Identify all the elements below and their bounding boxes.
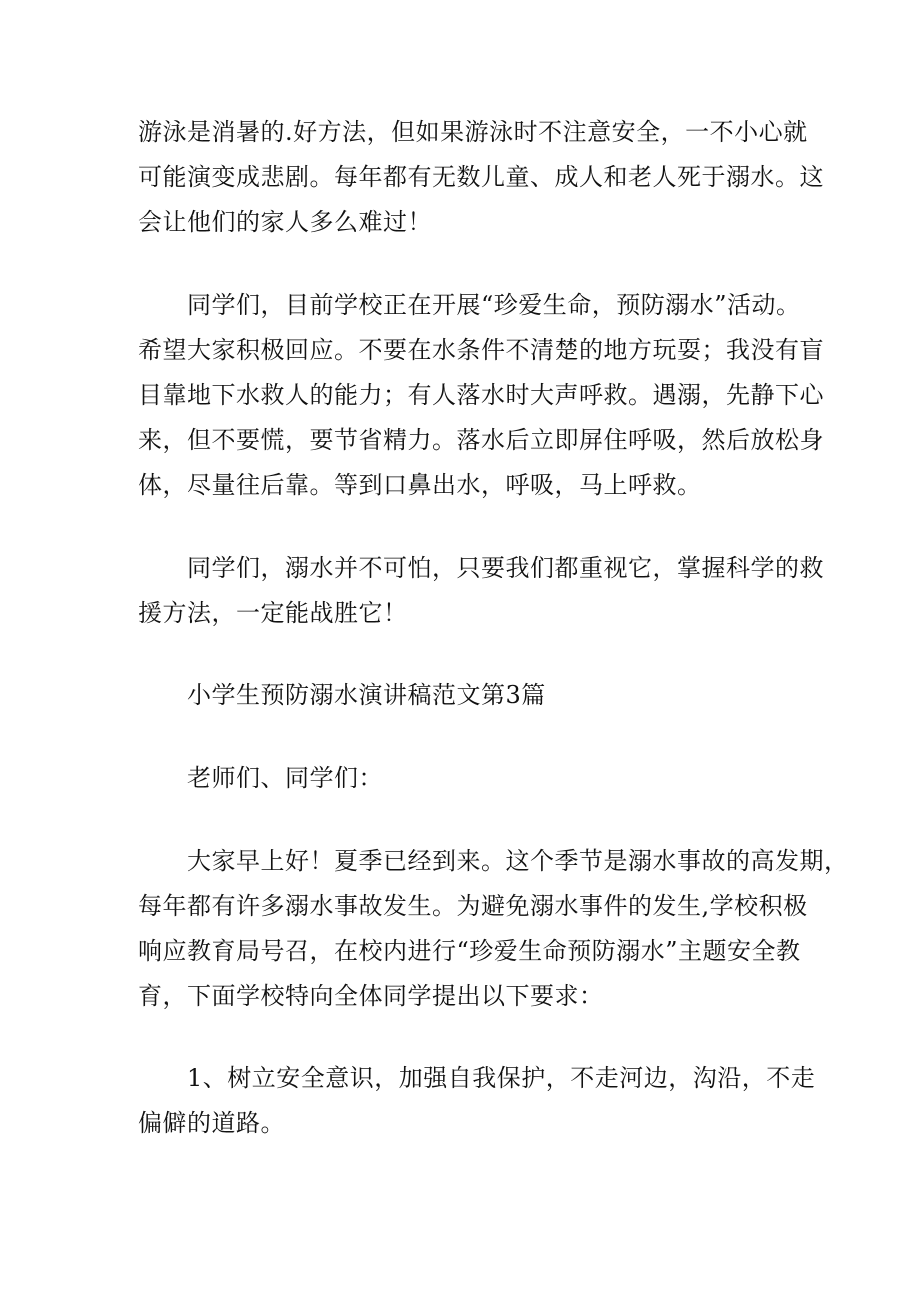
text-line: 援方法，一定能战胜它！ — [138, 599, 408, 627]
text-line: 响应教育局号召，在校内进行“珍爱生命预防溺水”主题安全教 — [138, 937, 801, 965]
text-line: 可能演变成悲剧。每年都有无数儿童、成人和老人死于溺水。这 — [138, 163, 824, 191]
paragraph-greeting — [138, 839, 849, 1019]
section-heading — [138, 673, 798, 718]
text-line: 育，下面学校特向全体同学提出以下要求： — [138, 982, 604, 1010]
text-line: 来，但不要慌，要节省精力。落水后立即屏住呼吸，然后放松身 — [138, 426, 824, 454]
paragraph-requirement-1 — [138, 1056, 816, 1146]
text-line: 会让他们的家人多么难过！ — [138, 208, 432, 236]
paragraph-activity — [138, 283, 824, 508]
text-line: 老师们、同学们： — [187, 764, 383, 792]
paragraph-conclusion — [138, 546, 824, 636]
text-line: 同学们，溺水并不可怕，只要我们都重视它，掌握科学的救 — [187, 554, 824, 582]
text-line: 偏僻的道路。 — [138, 1109, 285, 1137]
text-line: 大家早上好！夏季已经到来。这个季节是溺水事故的高发期， — [187, 847, 849, 875]
text-line: 希望大家积极回应。不要在水条件不清楚的地方玩耍；我没有盲 — [138, 336, 824, 364]
paragraph-intro — [138, 110, 824, 245]
text-line: 同学们，目前学校正在开展“珍爱生命，预防溺水”活动。 — [187, 291, 801, 319]
text-line: 目靠地下水救人的能力；有人落水时大声呼救。遇溺，先静下心 — [138, 381, 824, 409]
salutation — [138, 756, 798, 801]
text-line: 每年都有许多溺水事故发生。为避免溺水事件的发生,学校积极 — [138, 892, 808, 920]
text-line: 1、树立安全意识，加强自我保护，不走河边，沟沿，不走 — [187, 1064, 816, 1092]
section-title: 小学生预防溺水演讲稿范文第3篇 — [187, 681, 546, 709]
text-line: 体，尽量往后靠。等到口鼻出水，呼吸，马上呼救。 — [138, 471, 702, 499]
text-line: 游泳是消暑的.好方法，但如果游泳时不注意安全，一不小心就 — [138, 118, 808, 146]
